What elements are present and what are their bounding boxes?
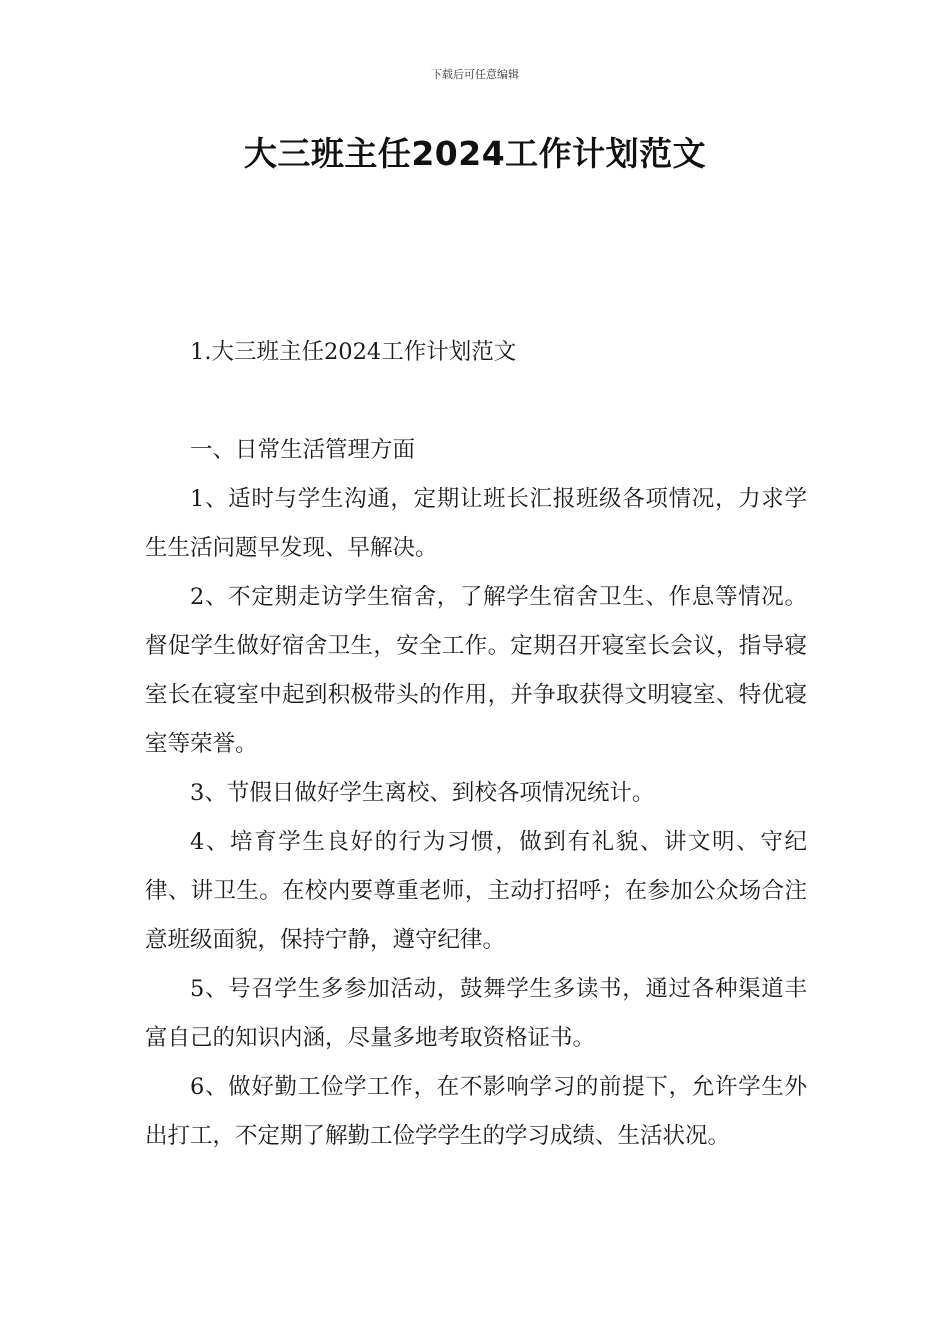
section-heading: 一、日常生活管理方面 xyxy=(190,437,416,463)
document-subtitle: 1.大三班主任2024工作计划范文 xyxy=(190,339,517,365)
paragraph: 5、号召学生多参加活动，鼓舞学生多读书，通过各种渠道丰富自己的知识内涵，尽量多地考取资格证书。 xyxy=(145,976,807,1051)
document-title: 大三班主任2024工作计划范文 xyxy=(243,134,707,173)
paragraph: 2、不定期走访学生宿舍，了解学生宿舍卫生、作息等情况。督促学生做好宿舍卫生，安全工作。定期召开寝室长会议，指导寝室长在寝室中起到积极带头的作用，并争取获得文明寝室、特优寝室等荣誉。 xyxy=(145,584,807,757)
paragraph: 4、培育学生良好的行为习惯，做到有礼貌、讲文明、守纪律、讲卫生。在校内要尊重老师，主动打招呼；在参加公众场合注意班级面貌，保持宁静，遵守纪律。 xyxy=(145,829,807,953)
paragraph: 6、做好勤工俭学工作，在不影响学习的前提下，允许学生外出打工，不定期了解勤工俭学学生的学习成绩、生活状况。 xyxy=(145,1074,807,1149)
header-note: 下载后可任意编辑 xyxy=(431,68,519,81)
paragraph: 1、适时与学生沟通，定期让班长汇报班级各项情况，力求学生生活问题早发现、早解决。 xyxy=(145,486,807,561)
document-body xyxy=(145,328,807,1161)
paragraph: 3、节假日做好学生离校、到校各项情况统计。 xyxy=(190,780,655,806)
